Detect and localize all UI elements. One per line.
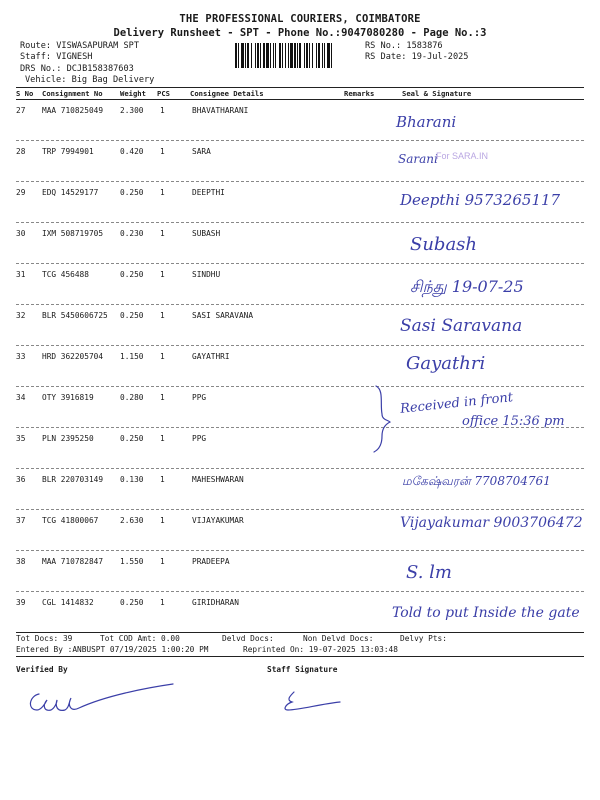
row-weight: 0.130 <box>120 475 144 484</box>
barcode-bar <box>312 43 313 68</box>
col-pcs-header: PCS <box>157 89 170 98</box>
barcode-bar <box>245 43 246 68</box>
total-docs: Tot Docs: 39 <box>16 634 73 643</box>
row-pcs: 1 <box>160 270 165 279</box>
col-consignee-header: Consignee Details <box>190 89 264 98</box>
receiver-signature: Sarani <box>398 152 438 166</box>
row-sno: 29 <box>16 188 26 197</box>
verifier-signature <box>25 680 185 720</box>
barcode-bar <box>235 43 237 68</box>
table-row <box>16 181 584 222</box>
non-delivered-docs: Non Delvd Docs: <box>303 634 374 643</box>
row-consignee-name: PRADEEPA <box>192 557 230 566</box>
table-row <box>16 509 584 550</box>
row-consignee-name: BHAVATHARANI <box>192 106 249 115</box>
row-pcs: 1 <box>160 598 165 607</box>
receiver-signature: Told to put Inside the gate <box>392 605 580 621</box>
row-pcs: 1 <box>160 188 165 197</box>
row-sno: 36 <box>16 475 26 484</box>
row-weight: 0.230 <box>120 229 144 238</box>
rs-date: RS Date: 19-Jul-2025 <box>365 52 469 62</box>
entered-by: Entered By :ANBUSPT 07/19/2025 1:00:20 PM <box>16 645 209 654</box>
col-consignment-header: Consignment No <box>42 89 103 98</box>
runsheet-subtitle: Delivery Runsheet - SPT - Phone No.:9047080280 - Page No.:3 <box>113 27 487 39</box>
table-header <box>16 89 584 99</box>
col-remarks-header: Remarks <box>344 89 375 98</box>
barcode-bar <box>299 43 301 68</box>
barcode-bar <box>306 43 308 68</box>
row-weight: 0.280 <box>120 393 144 402</box>
barcode-bar <box>247 43 249 68</box>
col-sno-header: S No <box>16 89 34 98</box>
row-consignment-no: IXM 508719705 <box>42 229 104 238</box>
barcode-bar <box>241 43 244 68</box>
verified-by-label: Verified By <box>16 665 68 674</box>
row-pcs: 1 <box>160 352 165 361</box>
barcode-bar <box>331 43 332 68</box>
row-consignment-no: TRP 7994901 <box>42 147 94 156</box>
bracket-mark <box>370 384 400 454</box>
barcode-bar <box>255 43 256 68</box>
row-pcs: 1 <box>160 229 165 238</box>
receiver-signature: S. lm <box>406 562 452 583</box>
table-row <box>16 468 584 509</box>
barcode-bar <box>282 43 283 68</box>
barcode-bar <box>304 43 305 68</box>
row-weight: 0.250 <box>120 270 144 279</box>
row-weight: 2.630 <box>120 516 144 525</box>
total-cod-amount: Tot COD Amt: 0.00 <box>100 634 180 643</box>
receiver-signature: Vijayakumar 9003706472 <box>400 515 583 531</box>
row-consignment-no: EDQ 14529177 <box>42 188 99 197</box>
row-weight: 0.250 <box>120 434 144 443</box>
delivery-points: Delvy Pts: <box>400 634 447 643</box>
drs-number: DRS No.: DCJB158387603 <box>20 64 134 74</box>
row-pcs: 1 <box>160 311 165 320</box>
vehicle-label: Vehicle: Big Bag Delivery <box>25 75 155 85</box>
row-consignee-name: VIJAYAKUMAR <box>192 516 244 525</box>
row-consignment-no: MAA 710825049 <box>42 106 104 115</box>
barcode-bar <box>238 43 239 68</box>
row-pcs: 1 <box>160 475 165 484</box>
row-pcs: 1 <box>160 106 165 115</box>
barcode-bar <box>309 43 310 68</box>
row-consignment-no: OTY 3916819 <box>42 393 94 402</box>
barcode-bar <box>294 43 296 68</box>
receiver-signature: Bharani <box>396 113 457 131</box>
barcode-bar <box>327 43 330 68</box>
row-consignee-name: SARA <box>192 147 211 156</box>
receiver-signature: Deepthi 9573265117 <box>400 191 561 209</box>
barcode-bar <box>260 43 261 68</box>
barcode-bar <box>285 43 286 68</box>
barcode-bar <box>290 43 293 68</box>
row-sno: 32 <box>16 311 26 320</box>
table-row <box>16 263 584 304</box>
row-pcs: 1 <box>160 147 165 156</box>
row-sno: 31 <box>16 270 26 279</box>
row-pcs: 1 <box>160 516 165 525</box>
barcode-bar <box>270 43 271 68</box>
row-consignee-name: PPG <box>192 393 207 402</box>
delivery-note-line2: office 15:36 pm <box>462 414 565 429</box>
row-weight: 0.250 <box>120 311 144 320</box>
row-pcs: 1 <box>160 393 165 402</box>
row-sno: 35 <box>16 434 26 443</box>
staff-signature-label: Staff Signature <box>267 665 338 674</box>
barcode-bar <box>263 43 265 68</box>
row-pcs: 1 <box>160 557 165 566</box>
barcode-bar <box>316 43 317 68</box>
row-weight: 2.300 <box>120 106 144 115</box>
row-sno: 33 <box>16 352 26 361</box>
col-weight-header: Weight <box>120 89 146 98</box>
row-consignment-no: CGL 1414832 <box>42 598 94 607</box>
receiver-signature: Subash <box>410 234 478 255</box>
barcode-bar <box>279 43 281 68</box>
row-consignee-name: PPG <box>192 434 207 443</box>
row-weight: 0.420 <box>120 147 144 156</box>
staff-label: Staff: VIGNESH <box>20 52 93 62</box>
row-weight: 1.150 <box>120 352 144 361</box>
barcode-bar <box>275 43 276 68</box>
row-sno: 28 <box>16 147 26 156</box>
barcode-bar <box>257 43 259 68</box>
delivered-docs: Delvd Docs: <box>222 634 274 643</box>
row-consignee-name: MAHESHWARAN <box>192 475 244 484</box>
table-row <box>16 140 584 181</box>
barcode-bar <box>288 43 289 68</box>
receiver-signature: சிந்து 19-07-25 <box>410 277 524 296</box>
row-sno: 30 <box>16 229 26 238</box>
row-consignee-name: SUBASH <box>192 229 221 238</box>
row-sno: 38 <box>16 557 26 566</box>
table-row <box>16 345 584 386</box>
row-consignee-name: GIRIDHARAN <box>192 598 239 607</box>
receiver-signature: மகேஷ்வரன் 7708704761 <box>402 474 551 488</box>
row-consignee-name: SASI SARAVANA <box>192 311 254 320</box>
barcode-bar <box>251 43 252 68</box>
row-sno: 39 <box>16 598 26 607</box>
totals-rule <box>16 632 584 633</box>
barcode-bar <box>322 43 323 68</box>
table-row <box>16 591 584 632</box>
barcode-bar <box>297 43 298 68</box>
row-consignment-no: TCG 456488 <box>42 270 89 279</box>
company-stamp: For SARA.IN <box>436 151 489 161</box>
barcode-bar <box>324 43 325 68</box>
row-consignee-name: GAYATHRI <box>192 352 230 361</box>
barcode-bar <box>273 43 274 68</box>
barcode-image <box>235 43 359 68</box>
footer-rule <box>16 656 584 657</box>
reprinted-on: Reprinted On: 19-07-2025 13:03:48 <box>243 645 398 654</box>
header-top-rule <box>16 87 584 88</box>
row-consignment-no: MAA 710782847 <box>42 557 104 566</box>
table-row <box>16 222 584 263</box>
col-seal-header: Seal & Signature <box>402 89 472 98</box>
row-sno: 27 <box>16 106 26 115</box>
company-title: THE PROFESSIONAL COURIERS, COIMBATORE <box>179 13 421 25</box>
row-consignment-no: HRD 362205704 <box>42 352 104 361</box>
barcode-bar <box>266 43 269 68</box>
table-row <box>16 427 584 468</box>
table-row <box>16 550 584 591</box>
row-consignee-name: SINDHU <box>192 270 221 279</box>
row-weight: 0.250 <box>120 598 144 607</box>
row-weight: 1.550 <box>120 557 144 566</box>
table-row <box>16 99 584 140</box>
row-consignment-no: PLN 2395250 <box>42 434 94 443</box>
rs-number: RS No.: 1583876 <box>365 41 443 51</box>
receiver-signature: Sasi Saravana <box>400 316 523 336</box>
row-pcs: 1 <box>160 434 165 443</box>
table-row <box>16 304 584 345</box>
barcode-bar <box>318 43 320 68</box>
route-label: Route: VISWASAPURAM SPT <box>20 41 139 51</box>
delivery-note-line1: Received in front <box>399 390 514 417</box>
row-consignment-no: BLR 5450606725 <box>42 311 108 320</box>
row-consignee-name: DEEPTHI <box>192 188 225 197</box>
receiver-signature: Gayathri <box>406 353 486 374</box>
row-consignment-no: TCG 41800067 <box>42 516 99 525</box>
row-sno: 37 <box>16 516 26 525</box>
staff-signature-mark <box>280 688 360 718</box>
row-consignment-no: BLR 220703149 <box>42 475 104 484</box>
row-sno: 34 <box>16 393 26 402</box>
row-weight: 0.250 <box>120 188 144 197</box>
